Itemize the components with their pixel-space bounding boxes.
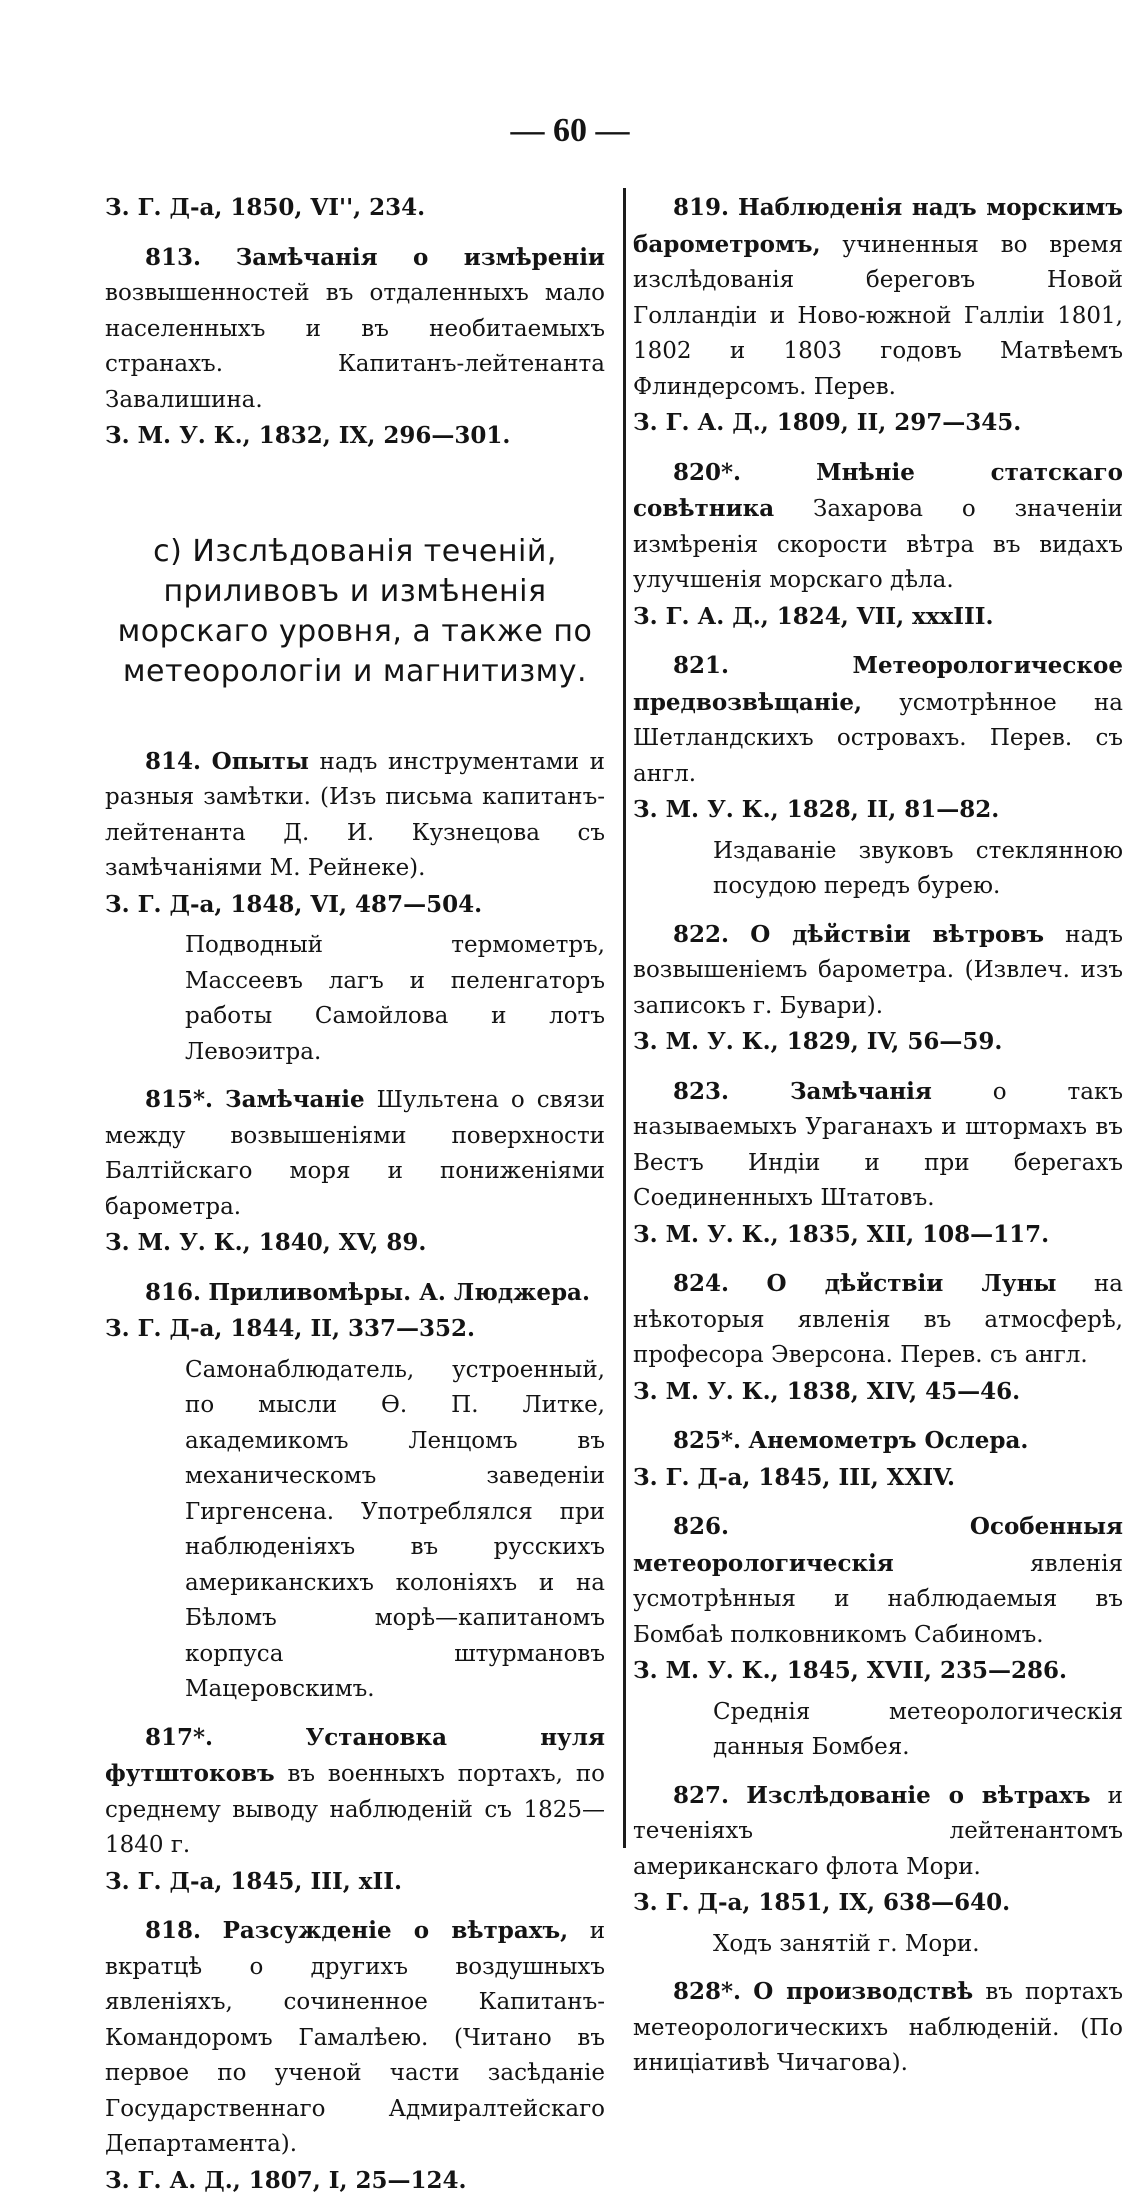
entry-number: 814. xyxy=(145,747,202,775)
entry-number: 822. xyxy=(673,920,730,948)
entry-title: Опыты xyxy=(211,747,309,775)
entry-text: усмотрѣнное на Шетландскихъ островахъ. Перев. съ англ. xyxy=(633,689,1123,787)
entry-819 xyxy=(633,190,1123,405)
entry-source: З. М. У. К., 1828, II, 81—82. xyxy=(633,796,1000,823)
entry-text: Захарова о значеніи измѣренія скорости вѣтра въ видахъ улучшенія морскаго дѣла. xyxy=(633,496,1123,593)
entry-title: Замѣчаніе xyxy=(225,1086,365,1113)
entry-source: З. Г. Д-а, 1850, VI'', 234. xyxy=(105,194,426,221)
entry-number: 817*. xyxy=(145,1723,214,1751)
entry-title: О производствѣ xyxy=(753,1978,974,2005)
entry-source: З. Г. Д-а, 1851, IX, 638—640. xyxy=(633,1889,1011,1916)
entry-source: З. Г. А. Д., 1824, VII, xxxIII. xyxy=(633,602,994,630)
entry-number: 820*. xyxy=(673,458,742,486)
entry-number: 813. xyxy=(145,243,202,271)
entry-825 xyxy=(633,1423,1123,1460)
entry-820 xyxy=(633,455,1123,599)
entry-number: 826. xyxy=(673,1513,730,1540)
entry-text: Шультена о связи между возвышеніями поверхности Балтійскаго моря и пониженіями барометра. xyxy=(105,1087,605,1220)
entry-text: въ портахъ метеорологическихъ наблюденій. (По иниціативѣ Чичагова). xyxy=(633,1979,1123,2076)
entry-number: 828*. xyxy=(673,1978,742,2005)
entry-source: З. М. У. К., 1832, IX, 296—301. xyxy=(105,422,511,449)
section-heading: с) Изслѣдованія теченій, приливовъ и измѣненія морскаго уровня, а также по метеорологіи и магнитизму. xyxy=(117,533,593,689)
entry-source: З. М. У. К., 1845, XVII, 235—286. xyxy=(633,1657,1067,1684)
right-column xyxy=(633,190,1123,2082)
entry-text: явленія усмотрѣнныя и наблюдаемыя въ Бомбаѣ полковникомъ Сабиномъ. xyxy=(633,1550,1123,1648)
entry-note: Среднія метеорологическія данныя Бомбея. xyxy=(713,1698,1123,1760)
entry-text: на нѣкоторыя явленія въ атмосферѣ, професора Эверсона. Перев. съ англ. xyxy=(633,1271,1123,1368)
entry-source: З. Г. Д-а, 1848, VI, 487—504. xyxy=(105,890,483,918)
entry-text: надъ инструментами и разныя замѣтки. (Изъ письма капитанъ-лейтенанта Д. И. Кузнецова съ замѣчаніями М. Рейнеке). xyxy=(105,748,605,881)
entry-title: О дѣйствіи Луны xyxy=(766,1270,1057,1297)
entry-title: Изслѣдованіе о вѣтрахъ xyxy=(746,1781,1091,1809)
entry-title: Мнѣніе статскаго совѣтника xyxy=(633,458,1123,522)
entry-text: надъ возвышеніемъ барометра. (Извлеч. изъ записокъ г. Бувари). xyxy=(633,921,1124,1019)
entry-source: З. Г. Д-а, 1845, III, xII. xyxy=(105,1867,402,1895)
entry-title: Установка нуля футштоковъ xyxy=(105,1723,605,1787)
column-divider xyxy=(623,188,626,1848)
entry-number: 823. xyxy=(673,1077,730,1105)
entry-text: и теченіяхъ лейтенантомъ американскаго флота Мори. xyxy=(633,1782,1124,1880)
entry-note: Самонаблюдатель, устроенный, по мысли Ѳ. П. Литке, академикомъ Ленцомъ въ механическомъ заведеніи Гиргенсена. Употреблялся при наблюденіяхъ въ русскихъ американскихъ колоніяхъ и на Бѣломъ морѣ—капитаномъ корпуса штурмановъ Мацеровскимъ. xyxy=(185,1356,605,1702)
entry-source: З. М. У. К., 1838, XIV, 45—46. xyxy=(633,1377,1021,1405)
entry-source: З. Г. А. Д., 1809, II, 297—345. xyxy=(633,409,1022,436)
entry-number: 815*. xyxy=(145,1086,214,1113)
entry-number: 821. xyxy=(673,652,730,679)
entry-813 xyxy=(105,240,605,419)
entry-828 xyxy=(633,1974,1123,2082)
entry-note: Ходъ занятій г. Мори. xyxy=(713,1930,980,1957)
entry-817 xyxy=(105,1720,605,1864)
entry-note: Издаваніе звуковъ стеклянною посудою передъ бурею. xyxy=(713,837,1123,899)
entry-816 xyxy=(105,1275,605,1312)
entry-source: З. М. У. К., 1840, XV, 89. xyxy=(105,1229,427,1256)
entry-title: Приливомѣры. А. Люджера. xyxy=(208,1278,590,1306)
entry-814 xyxy=(105,744,605,887)
entry-number: 818. xyxy=(145,1917,202,1944)
entry-title: Наблюденія надъ морскимъ барометромъ, xyxy=(633,194,1123,258)
entry-824 xyxy=(633,1266,1123,1374)
entry-826 xyxy=(633,1509,1123,1653)
entry-source: З. Г. А. Д., 1807, I, 25—124. xyxy=(105,2166,467,2194)
entry-title: Анемометръ Ослера. xyxy=(748,1427,1029,1454)
entry-note: Подводный термометръ, Массеевъ лагъ и пеленгаторъ работы Самойлова и лотъ Левоэитра. xyxy=(185,932,605,1065)
entry-text: возвышенностей въ отдаленныхъ мало населенныхъ и въ необитаемыхъ странахъ. Капитанъ-лейтенанта Завалишина. xyxy=(105,280,605,413)
entry-title: Замѣчанія о измѣреніи xyxy=(235,243,605,271)
page-number: — 60 — xyxy=(510,112,630,149)
entry-source: З. М. У. К., 1835, XII, 108—117. xyxy=(633,1220,1050,1248)
entry-number: 825*. xyxy=(673,1427,742,1454)
entry-number: 819. xyxy=(673,194,730,221)
entry-822 xyxy=(633,917,1123,1025)
entry-source: З. М. У. К., 1829, IV, 56—59. xyxy=(633,1028,1003,1055)
entry-title: Метеорологическое предвозвѣщаніе, xyxy=(633,652,1123,716)
entry-title: Особенныя метеорологическія xyxy=(633,1513,1123,1577)
entry-source: З. Г. Д-а, 1845, III, XXIV. xyxy=(633,1463,956,1491)
entry-title: О дѣйствіи вѣтровъ xyxy=(750,920,1044,948)
entry-818 xyxy=(105,1913,605,2163)
entry-text: и вкратцѣ о другихъ воздушныхъ явленіяхъ, сочиненное Капитанъ-Командоромъ Гамалѣею. (Читано въ первое по ученой части засѣданіе Государственнаго Адмиралтейскаго Департамента). xyxy=(105,1918,606,2157)
entry-text: о такъ называемыхъ Ураганахъ и штормахъ въ Вестъ Индіи и при берегахъ Соединенныхъ Штатовъ. xyxy=(633,1078,1123,1211)
left-column xyxy=(105,190,605,2212)
entry-827 xyxy=(633,1778,1123,1886)
entry-number: 824. xyxy=(673,1270,730,1297)
entry-number: 816. xyxy=(145,1278,202,1306)
entry-823 xyxy=(633,1074,1123,1217)
entry-text: въ военныхъ портахъ, по среднему выводу наблюденій съ 1825—1840 г. xyxy=(105,1761,606,1858)
entry-text: учиненныя во время изслѣдованія береговъ Новой Голландіи и Ново-южной Галліи 1801, 1802 и 1803 годовъ Матвѣемъ Флиндерсомъ. Перев. xyxy=(633,231,1123,400)
entry-815 xyxy=(105,1082,605,1225)
entry-number: 827. xyxy=(673,1781,730,1809)
entry-title: Разсужденіе о вѣтрахъ, xyxy=(222,1917,569,1944)
entry-source: З. Г. Д-а, 1844, II, 337—352. xyxy=(105,1315,475,1342)
entry-821 xyxy=(633,648,1123,792)
entry-title: Замѣчанія xyxy=(789,1077,932,1105)
